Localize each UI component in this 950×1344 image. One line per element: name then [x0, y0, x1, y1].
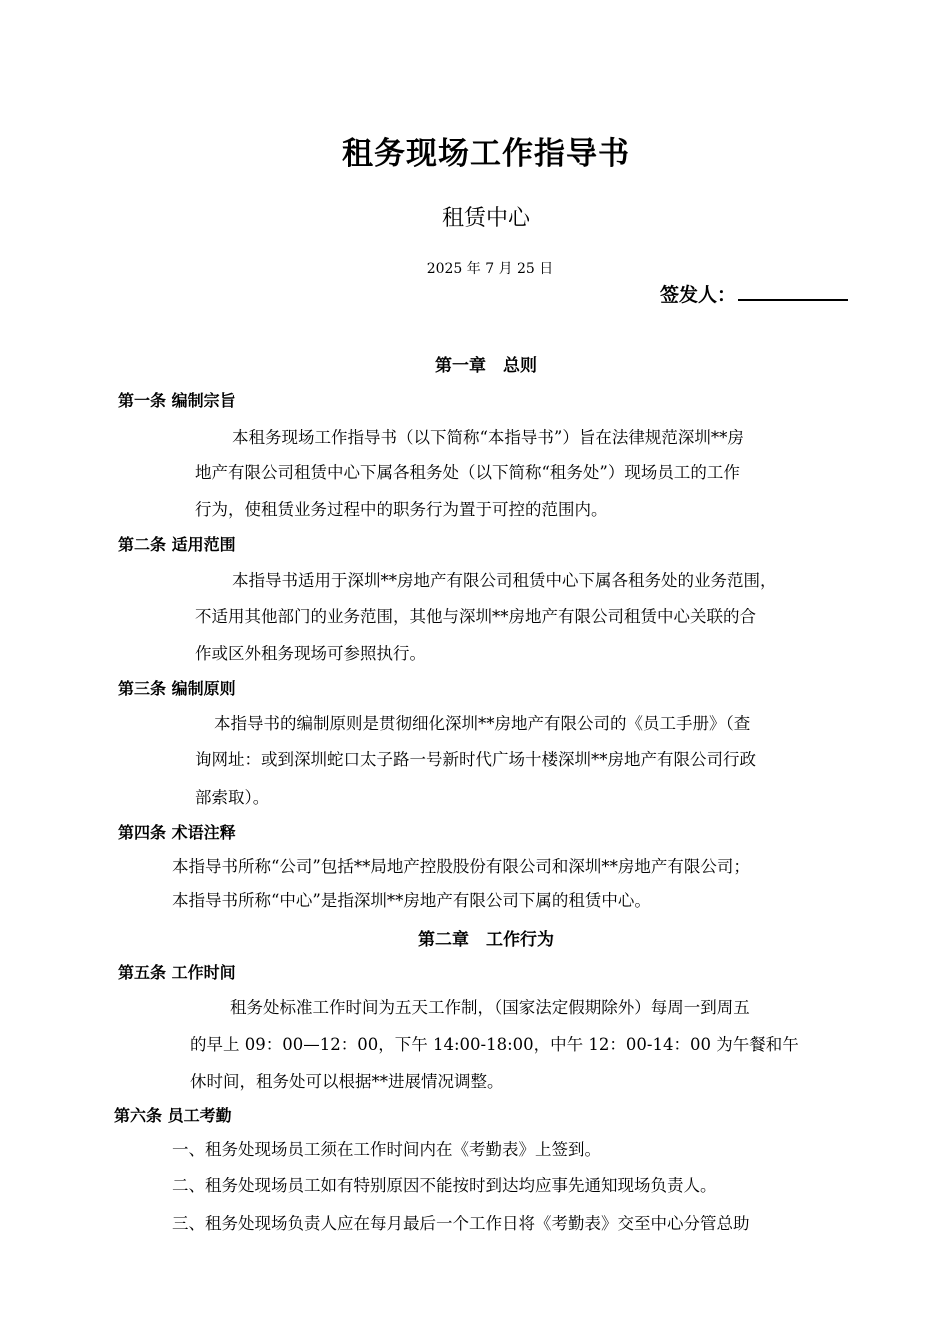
article-heading: 第二条 适用范围: [118, 535, 236, 554]
article-heading: 第四条 术语注释: [118, 823, 236, 842]
article-text-line: 本指导书适用于深圳**房地产有限公司租赁中心下属各租务处的业务范围，: [232, 571, 777, 590]
signer-label: 签发人：: [660, 284, 737, 306]
article-text-line: 三、租务处现场负责人应在每月最后一个工作日将《考勤表》交至中心分管总助: [172, 1214, 750, 1233]
chapter-heading: 第一章 总则: [435, 356, 537, 376]
article-text-line: 不适用其他部门的业务范围，其他与深圳**房地产有限公司租赁中心关联的合: [195, 607, 756, 626]
signer-blank-line: [738, 281, 848, 301]
article-heading: 第一条 编制宗旨: [118, 391, 236, 410]
article-heading: 第六条 员工考勤: [114, 1106, 232, 1125]
article-text-line: 本租务现场工作指导书（以下简称“本指导书”）旨在法律规范深圳**房: [232, 428, 744, 447]
article-text-line: 本指导书所称“公司”包括**局地产控股股份有限公司和深圳**房地产有限公司；: [172, 857, 750, 876]
article-text-line: 一、租务处现场员工须在工作时间内在《考勤表》上签到。: [172, 1140, 601, 1159]
article-text-line: 二、租务处现场员工如有特别原因不能按时到达均应事先通知现场负责人。: [172, 1176, 717, 1195]
article-text-line: 作或区外租务现场可参照执行。: [195, 644, 426, 663]
department-name: 租赁中心: [441, 206, 530, 231]
article-heading: 第五条 工作时间: [118, 963, 236, 982]
article-text-line: 本指导书的编制原则是贯彻细化深圳**房地产有限公司的《员工手册》（查: [214, 714, 751, 733]
article-text-line: 行为，使租赁业务过程中的职务行为置于可控的范围内。: [195, 500, 608, 519]
article-text-line: 的早上 09：00—12：00，下午 14:00-18:00，中午 12：00-14：00 为午餐和午: [190, 1035, 799, 1054]
article-heading: 第三条 编制原则: [118, 679, 236, 698]
article-text-line: 部索取）。: [195, 788, 270, 807]
article-text-line: 休时间，租务处可以根据**进展情况调整。: [190, 1072, 504, 1091]
article-text-line: 租务处标准工作时间为五天工作制，（国家法定假期除外）每周一到周五: [230, 998, 750, 1017]
article-text-line: 地产有限公司租赁中心下属各租务处（以下简称“租务处”）现场员工的工作: [195, 463, 740, 482]
signer-field: [660, 280, 848, 307]
document-title: 租务现场工作指导书: [342, 136, 630, 172]
article-text-line: 询网址：或到深圳蛇口太子路一号新时代广场十楼深圳**房地产有限公司行政: [195, 750, 756, 769]
article-text-line: 本指导书所称“中心”是指深圳**房地产有限公司下属的租赁中心。: [172, 891, 651, 910]
chapter-heading: 第二章 工作行为: [418, 930, 554, 950]
issue-date: 2025 年 7 月 25 日: [426, 261, 554, 277]
